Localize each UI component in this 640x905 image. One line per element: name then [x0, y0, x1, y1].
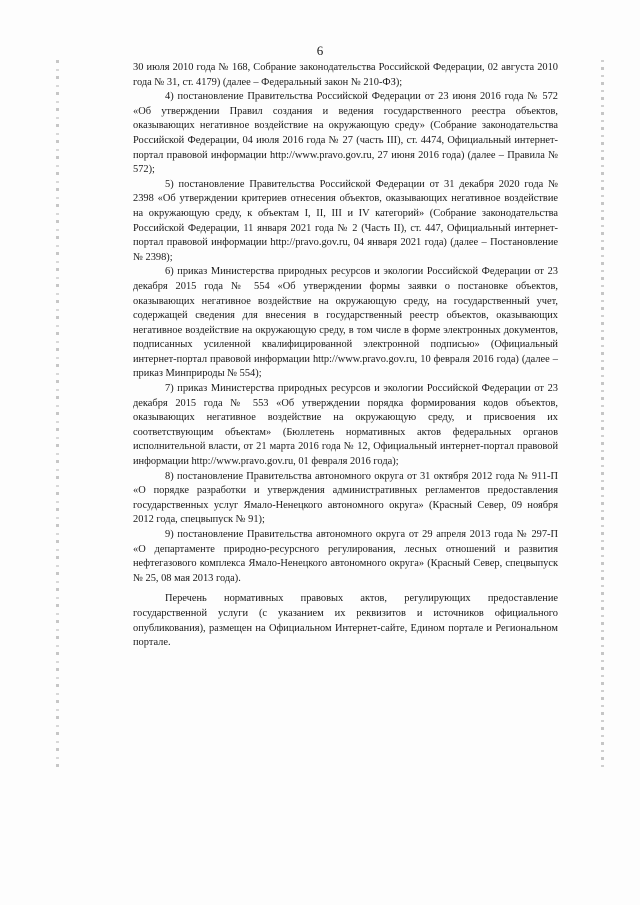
- paragraph-item-4: 4) постановление Правительства Российской Федерации от 23 июня 2016 года № 572 «Об утверждении Правил создания и ведения государственного реестра объектов, оказывающих негативное воздействие на окружающую среду» (Собрание законодательства Российской Федерации, 04 июля 2016 года № 27 (часть III), ст. 4474, Официальный интернет-портал правовой информации http://www.pravo.gov.ru, 27 июня 2016 года) (далее – Правила № 572);: [133, 91, 558, 176]
- paragraph-item-9: 9) постановление Правительства автономного округа от 29 апреля 2013 года № 297-П «О департаменте природно-ресурсного регулирования, лесных отношений и развития нефтегазового комплекса Ямало-Ненецкого автономного округа» (Красный Север, спецвыпуск № 25, 08 мая 2013 года).: [133, 529, 558, 584]
- paragraph-continuation: 30 июля 2010 года № 168, Собрание законодательства Российской Федерации, 02 августа 2010 года № 31, ст. 4179) (далее – Федеральный закон № 210-ФЗ);: [133, 62, 558, 88]
- paragraph-item-5: 5) постановление Правительства Российской Федерации от 31 декабря 2020 года № 2398 «Об утверждении критериев отнесения объектов, оказывающих негативное воздействие на окружающую среду, к объектам I, II, III и IV категорий» (Собрание законодательства Российской Федерации, 11 января 2021 года № 2 (Часть II), ст. 447, Официальный интернет-портал правовой информации http://pravo.gov.ru, 04 января 2021 года) (далее – Постановление № 2398);: [133, 178, 558, 263]
- page-number: 6: [316, 43, 324, 58]
- scan-edge-right: [601, 60, 604, 770]
- paragraph-summary: Перечень нормативных правовых актов, регулирующих предоставление государственной услуги (с указанием их реквизитов и источников официального опубликования), размещен на Официальном Интернет-сайте, Едином портале и Региональном портале.: [133, 593, 558, 649]
- paragraph-item-7: 7) приказ Министерства природных ресурсов и экологии Российской Федерации от 23 декабря 2015 года № 553 «Об утверждении порядка формирования кодов объектов, оказывающих негативное воздействие на окружающую среду, и присвоения их соответствующим объектам» (Бюллетень нормативных актов федеральных органов исполнительной власти, от 21 марта 2016 года № 12, Официальный интернет-портал правовой информации http://www.pravo.gov.ru, 01 февраля 2016 года);: [133, 383, 558, 468]
- paragraph-item-8: 8) постановление Правительства автономного округа от 31 октября 2012 года № 911-П «О порядке разработки и утверждения административных регламентов предоставления государственных услуг Ямало-Ненецкого автономного округа» (Красный Север, 09 ноября 2012 года, спецвыпуск № 91);: [133, 470, 558, 526]
- paragraph-item-6: 6) приказ Министерства природных ресурсов и экологии Российской Федерации от 23 декабря 2015 года № 554 «Об утверждении формы заявки о постановке объектов, оказывающих негативное воздействие на окружающую среду, на государственный учет, содержащей сведения для внесения в государственный реестр объектов, оказывающих негативное воздействие на окружающую среду, в том числе в форме электронных документов, подписанных усиленной квалифицированной электронной подписью» (Официальный интернет-портал правовой информации http://www.pravo.gov.ru, 10 февраля 2016 года) (далее – приказ Минприроды № 554);: [133, 266, 558, 380]
- document-body: [133, 61, 558, 651]
- scan-edge-left: [56, 60, 59, 770]
